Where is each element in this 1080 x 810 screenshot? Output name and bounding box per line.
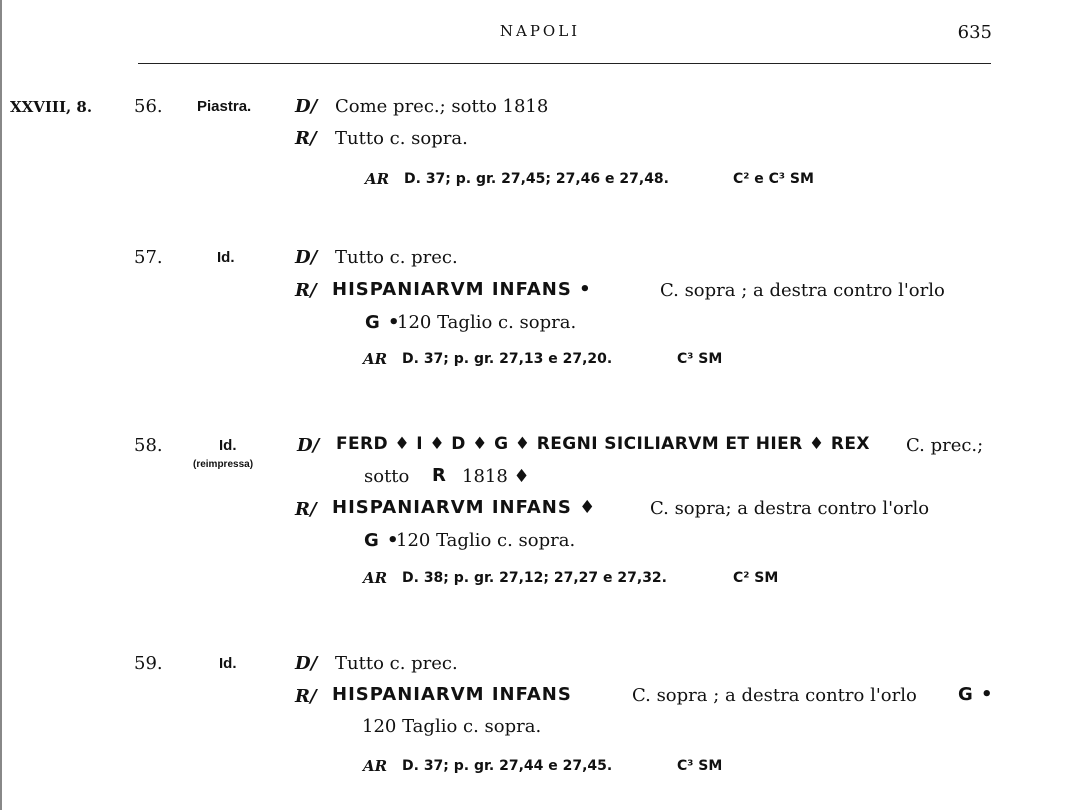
collections: C² SM [733,570,779,586]
running-title: NAPOLI [499,22,581,40]
collections: C² e C³ SM [733,171,814,187]
obverse-cont-mark: R [432,465,447,486]
reverse-text: Tutto c. sopra. [335,128,468,149]
page-number: 635 [957,22,992,43]
reverse-legend: HISPANIARVM INFANS ♦ [332,497,597,518]
coin-type: Id. [219,437,237,454]
edge-text: 120 Taglio c. sopra. [396,530,576,551]
entry-number: 56. [134,96,163,117]
coin-type: Piastra. [197,98,252,115]
obverse-text: Come prec.; sotto 1818 [335,96,549,117]
reverse-symbol: R/ [295,499,317,520]
diameter-weight: D. 37; p. gr. 27,13 e 27,20. [402,351,613,367]
coin-type-note: (reimpressa) [193,459,254,470]
obverse-symbol: D/ [295,247,318,268]
plate-reference: XXVIII, 8. [10,98,93,116]
reverse-text: C. sopra ; a destra contro l'orlo [660,280,945,301]
entry-number: 58. [134,435,163,456]
entry-number: 59. [134,653,163,674]
obverse-symbol: D/ [295,96,318,117]
coin-type: Id. [217,249,235,266]
page-edge-rule [0,0,2,810]
obverse-text: Tutto c. prec. [335,653,458,674]
edge-mark: G • [958,684,994,705]
obverse-cont-suffix: 1818 ♦ [462,466,530,487]
reverse-text: C. sopra ; a destra contro l'orlo [632,685,917,706]
reverse-symbol: R/ [295,686,317,707]
edge-mark: G • [364,530,400,551]
obverse-legend: FERD ♦ I ♦ D ♦ G ♦ REGNI SICILIARVM ET HIER ♦ REX [336,434,870,454]
edge-mark: G • [365,312,401,333]
diameter-weight: D. 37; p. gr. 27,44 e 27,45. [402,758,613,774]
header-rule [138,63,991,64]
reverse-text: C. sopra; a destra contro l'orlo [650,498,930,519]
collections: C³ SM [677,351,723,367]
coin-type: Id. [219,655,237,672]
obverse-text: C. prec.; [906,435,984,456]
reverse-symbol: R/ [295,280,317,301]
reverse-legend: HISPANIARVM INFANS • [332,279,592,300]
diameter-weight: D. 38; p. gr. 27,12; 27,27 e 27,32. [402,570,667,586]
metal-mark: AR [365,170,390,188]
reverse-symbol: R/ [295,128,317,149]
edge-text: 120 Taglio c. sopra. [362,716,542,737]
entry-number: 57. [134,247,163,268]
metal-mark: AR [363,569,388,587]
metal-mark: AR [363,757,388,775]
metal-mark: AR [363,350,388,368]
edge-text: 120 Taglio c. sopra. [397,312,577,333]
reverse-legend: HISPANIARVM INFANS [332,684,572,705]
obverse-symbol: D/ [295,653,318,674]
obverse-text: Tutto c. prec. [335,247,458,268]
diameter-weight: D. 37; p. gr. 27,45; 27,46 e 27,48. [404,171,669,187]
collections: C³ SM [677,758,723,774]
obverse-symbol: D/ [297,435,320,456]
obverse-cont-prefix: sotto [364,466,410,487]
